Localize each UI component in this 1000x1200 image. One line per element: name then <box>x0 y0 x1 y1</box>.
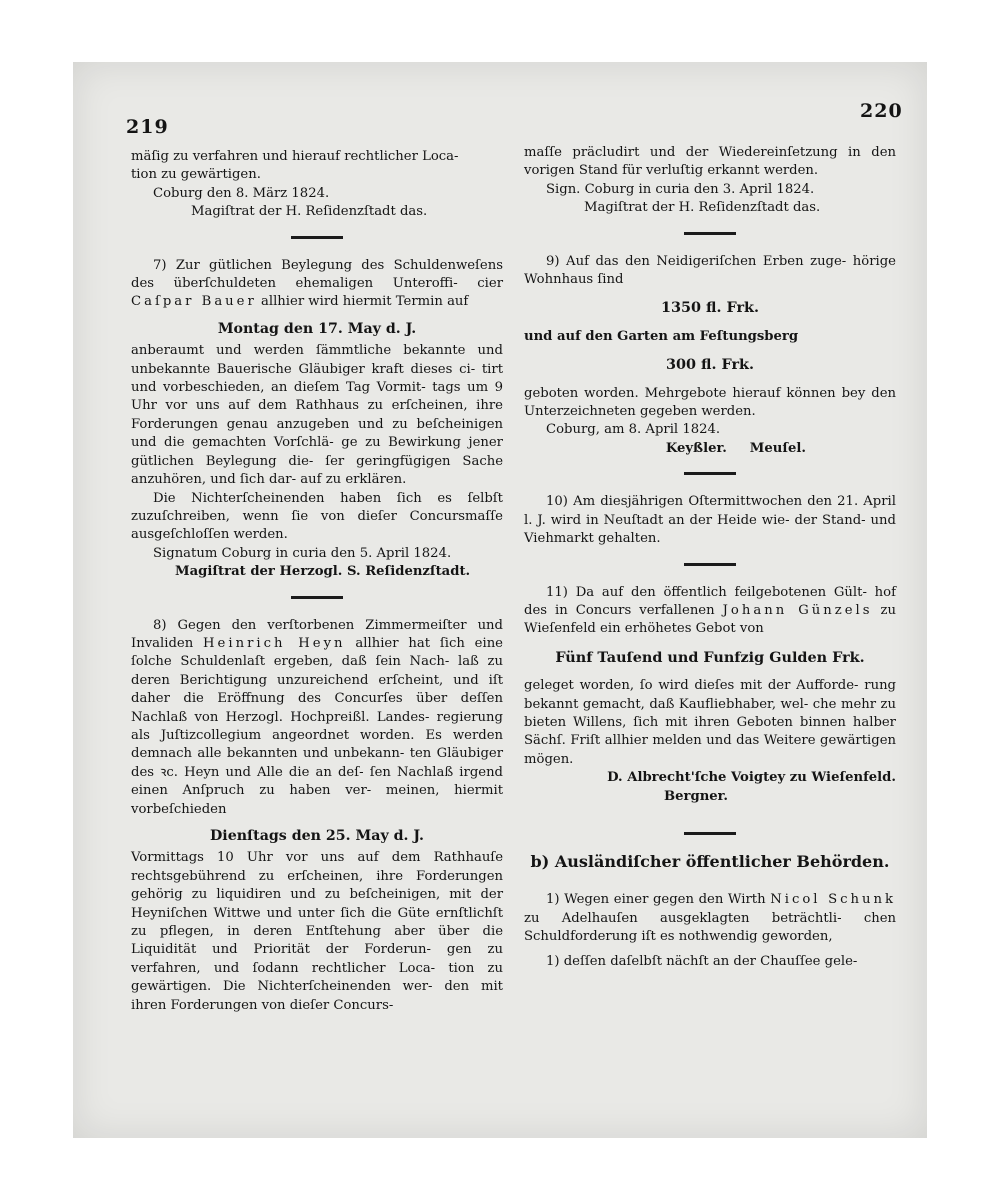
signature-place-date: Sign. Coburg in curia den 3. April 1824. <box>546 181 815 197</box>
notice-9-body: geboten worden. Mehrgebote hierauf können bey den Unterzeichneten gegeben werden. <box>524 385 896 420</box>
notice-11-body: geleget worden, ſo wird dieſes mit der Aufforde- rung bekannt gemacht, daß Kaufliebhaber, wel- che mehr zu bieten Willens, ſich mit ihren Geboten binnen halber Sächſ. Friſt allhier melden und das Weitere gewärtigen mögen. <box>524 678 896 767</box>
notice-11-text: 11) Da auf den öffentlich feilgebotenen Gült- hof des in Concurs verfallenen <box>524 584 896 618</box>
signatories: Keyßler. Meuſel. <box>665 440 806 456</box>
notice-8 <box>131 617 503 819</box>
amount-bid: Fünf Tauſend und Funfzig Gulden Frk. <box>555 648 865 666</box>
notice-9-garden: und auf den Garten am Feſtungsberg <box>524 328 799 344</box>
section-heading: b) Ausländiſcher öffentlicher Behörden. <box>530 851 890 871</box>
amount-house: 1350 fl. Frk. <box>660 299 760 317</box>
separator-rule <box>684 472 736 475</box>
signature-line: Magiſtrat der H. Reſidenzſtadt das. <box>191 204 428 220</box>
notice-7 <box>131 257 503 312</box>
person-name: Caſpar Bauer <box>131 294 257 310</box>
notice-8-text-cont: allhier hat ſich eine ſolche Schuldenlaſt ergeben, daß ſein Nach- laß zu deren Berichtigung unzureichend erſcheint, und iſt daher die Eröffnung des Concurſes über deſſen Nachlaß von Herzogl. Hochpreißl. Landes- regierung als Juſtizcollegium angeordnet worden. Es werden demnach alle bekannten und unbekann- ten Gläubiger des ꝛc. Heyn und Alle die an deſ- ſen Nachlaß irgend einen Anſpruch zu haben ver- meinen, hiermit vorbeſchieden <box>131 635 503 817</box>
notice-9: 9) Auf das den Neidigeriſchen Erben zuge- hörige Wohnhaus ſind <box>524 253 896 288</box>
appointment-date: Dienſtags den 25. May d. J. <box>210 828 424 844</box>
notice-10: 10) Am diesjährigen Oſtermittwochen den 21. April l. J. wird in Neuſtadt an der Heide wie- der Stand- und Viehmarkt gehalten. <box>524 494 896 547</box>
notice-8-body: Vormittags 10 Uhr vor uns auf dem Rathhauſe rechtsgebührend zu erſcheinen, ihre Forderungen gehörig zu liquidiren und zu beſcheinigen, mit der Heyniſchen Wittwe und unter ſich die Güte ernſtlichſt zu pflegen, in deren Entſtehung aber über die Liquidität und Priorität der Forderun- gen zu verfahren, und ſodann rechtlicher Loca- tion zu gewärtigen. Die Nichterſcheinenden wer- den mit ihren Forderungen von dieſer Concurs- <box>131 850 503 1013</box>
person-name: Heinrich Heyn <box>203 635 346 651</box>
notice-7-warning: Die Nichterſcheinenden haben ſich es ſelbſt zuzuſchreiben, wenn ſie von dieſer Concursmaſſe ausgeſchloſſen werden. <box>131 490 503 543</box>
signature-authority: Magiſtrat der Herzogl. S. Reſidenzſtadt. <box>175 564 471 580</box>
person-name: Nicol Schunk <box>770 892 896 908</box>
notice-11-text-cont: zu Wieſenfeld ein erhöhetes Gebot von <box>524 602 896 637</box>
notice-b1 <box>524 891 896 946</box>
separator-rule <box>684 563 736 566</box>
notice-b1-item: 1) deſſen daſelbſt nächſt an der Chauſſee gele- <box>546 953 858 969</box>
page-number-right: 220 <box>860 100 903 122</box>
notice-7-text-end: allhier wird hiermit Termin auf <box>261 294 469 310</box>
separator-rule <box>684 832 736 835</box>
text-line: maſſe präcludirt und der Wiedereinſetzung in den vorigen Stand für verluſtig erkannt werden. <box>524 145 896 179</box>
person-name: Johann Günzels <box>722 602 873 618</box>
separator-rule <box>291 236 343 239</box>
appointment-date: Montag den 17. May d. J. <box>217 320 417 337</box>
signature-authority: D. Albrecht'ſche Voigtey zu Wieſenfeld. <box>607 770 896 786</box>
notice-7-body: anberaumt und werden ſämmtliche bekannte und unbekannte Bauerische Gläubiger kraft dieses ci- tirt und vorbeschieden, an dieſem Tag Vormit- tags um 9 Uhr vor uns auf dem Rathhaus zu erſcheinen, ihre Forderungen genau anzugeben und zu beſcheinigen und die gemachten Vorſchlä- ge zu Bewirkung jener gütlichen Beylegung die- ſer geringfügigen Sache anzuhören, und ſich dar- auf zu erklären. <box>131 343 503 488</box>
signature-authority: Magiſtrat der H. Reſidenzſtadt das. <box>584 200 821 216</box>
text-line: tion zu gewärtigen. <box>131 167 261 183</box>
notice-7-text: 7) Zur gütlichen Beylegung des Schuldenweſens des überſchuldeten ehemaligen Unteroffi- cier <box>131 257 503 292</box>
notice-11 <box>524 584 896 639</box>
amount-garden: 300 fl. Frk. <box>665 356 755 374</box>
notice-b1-text: 1) Wegen einer gegen den Wirth <box>546 892 766 908</box>
page-number-left: 219 <box>126 116 169 138</box>
separator-rule <box>684 232 736 235</box>
date-line: Coburg den 8. März 1824. <box>153 185 330 201</box>
signatory: Bergner. <box>664 788 729 804</box>
notice-8-text: 8) Gegen den verſtorbenen Zimmermeiſter und Invaliden <box>131 617 503 651</box>
text-line: mäſig zu verfahren und hierauf rechtlicher Loca- <box>131 149 459 164</box>
left-column <box>131 148 503 1015</box>
place-date: Coburg, am 8. April 1824. <box>546 422 721 438</box>
separator-rule <box>291 596 343 599</box>
signature-place-date: Signatum Coburg in curia den 5. April 1824. <box>153 545 452 561</box>
right-column <box>524 144 896 971</box>
notice-b1-text-cont: zu Adelhauſen ausgeklagten beträchtli- chen Schuldforderung iſt es nothwendig geworden, <box>524 910 896 945</box>
